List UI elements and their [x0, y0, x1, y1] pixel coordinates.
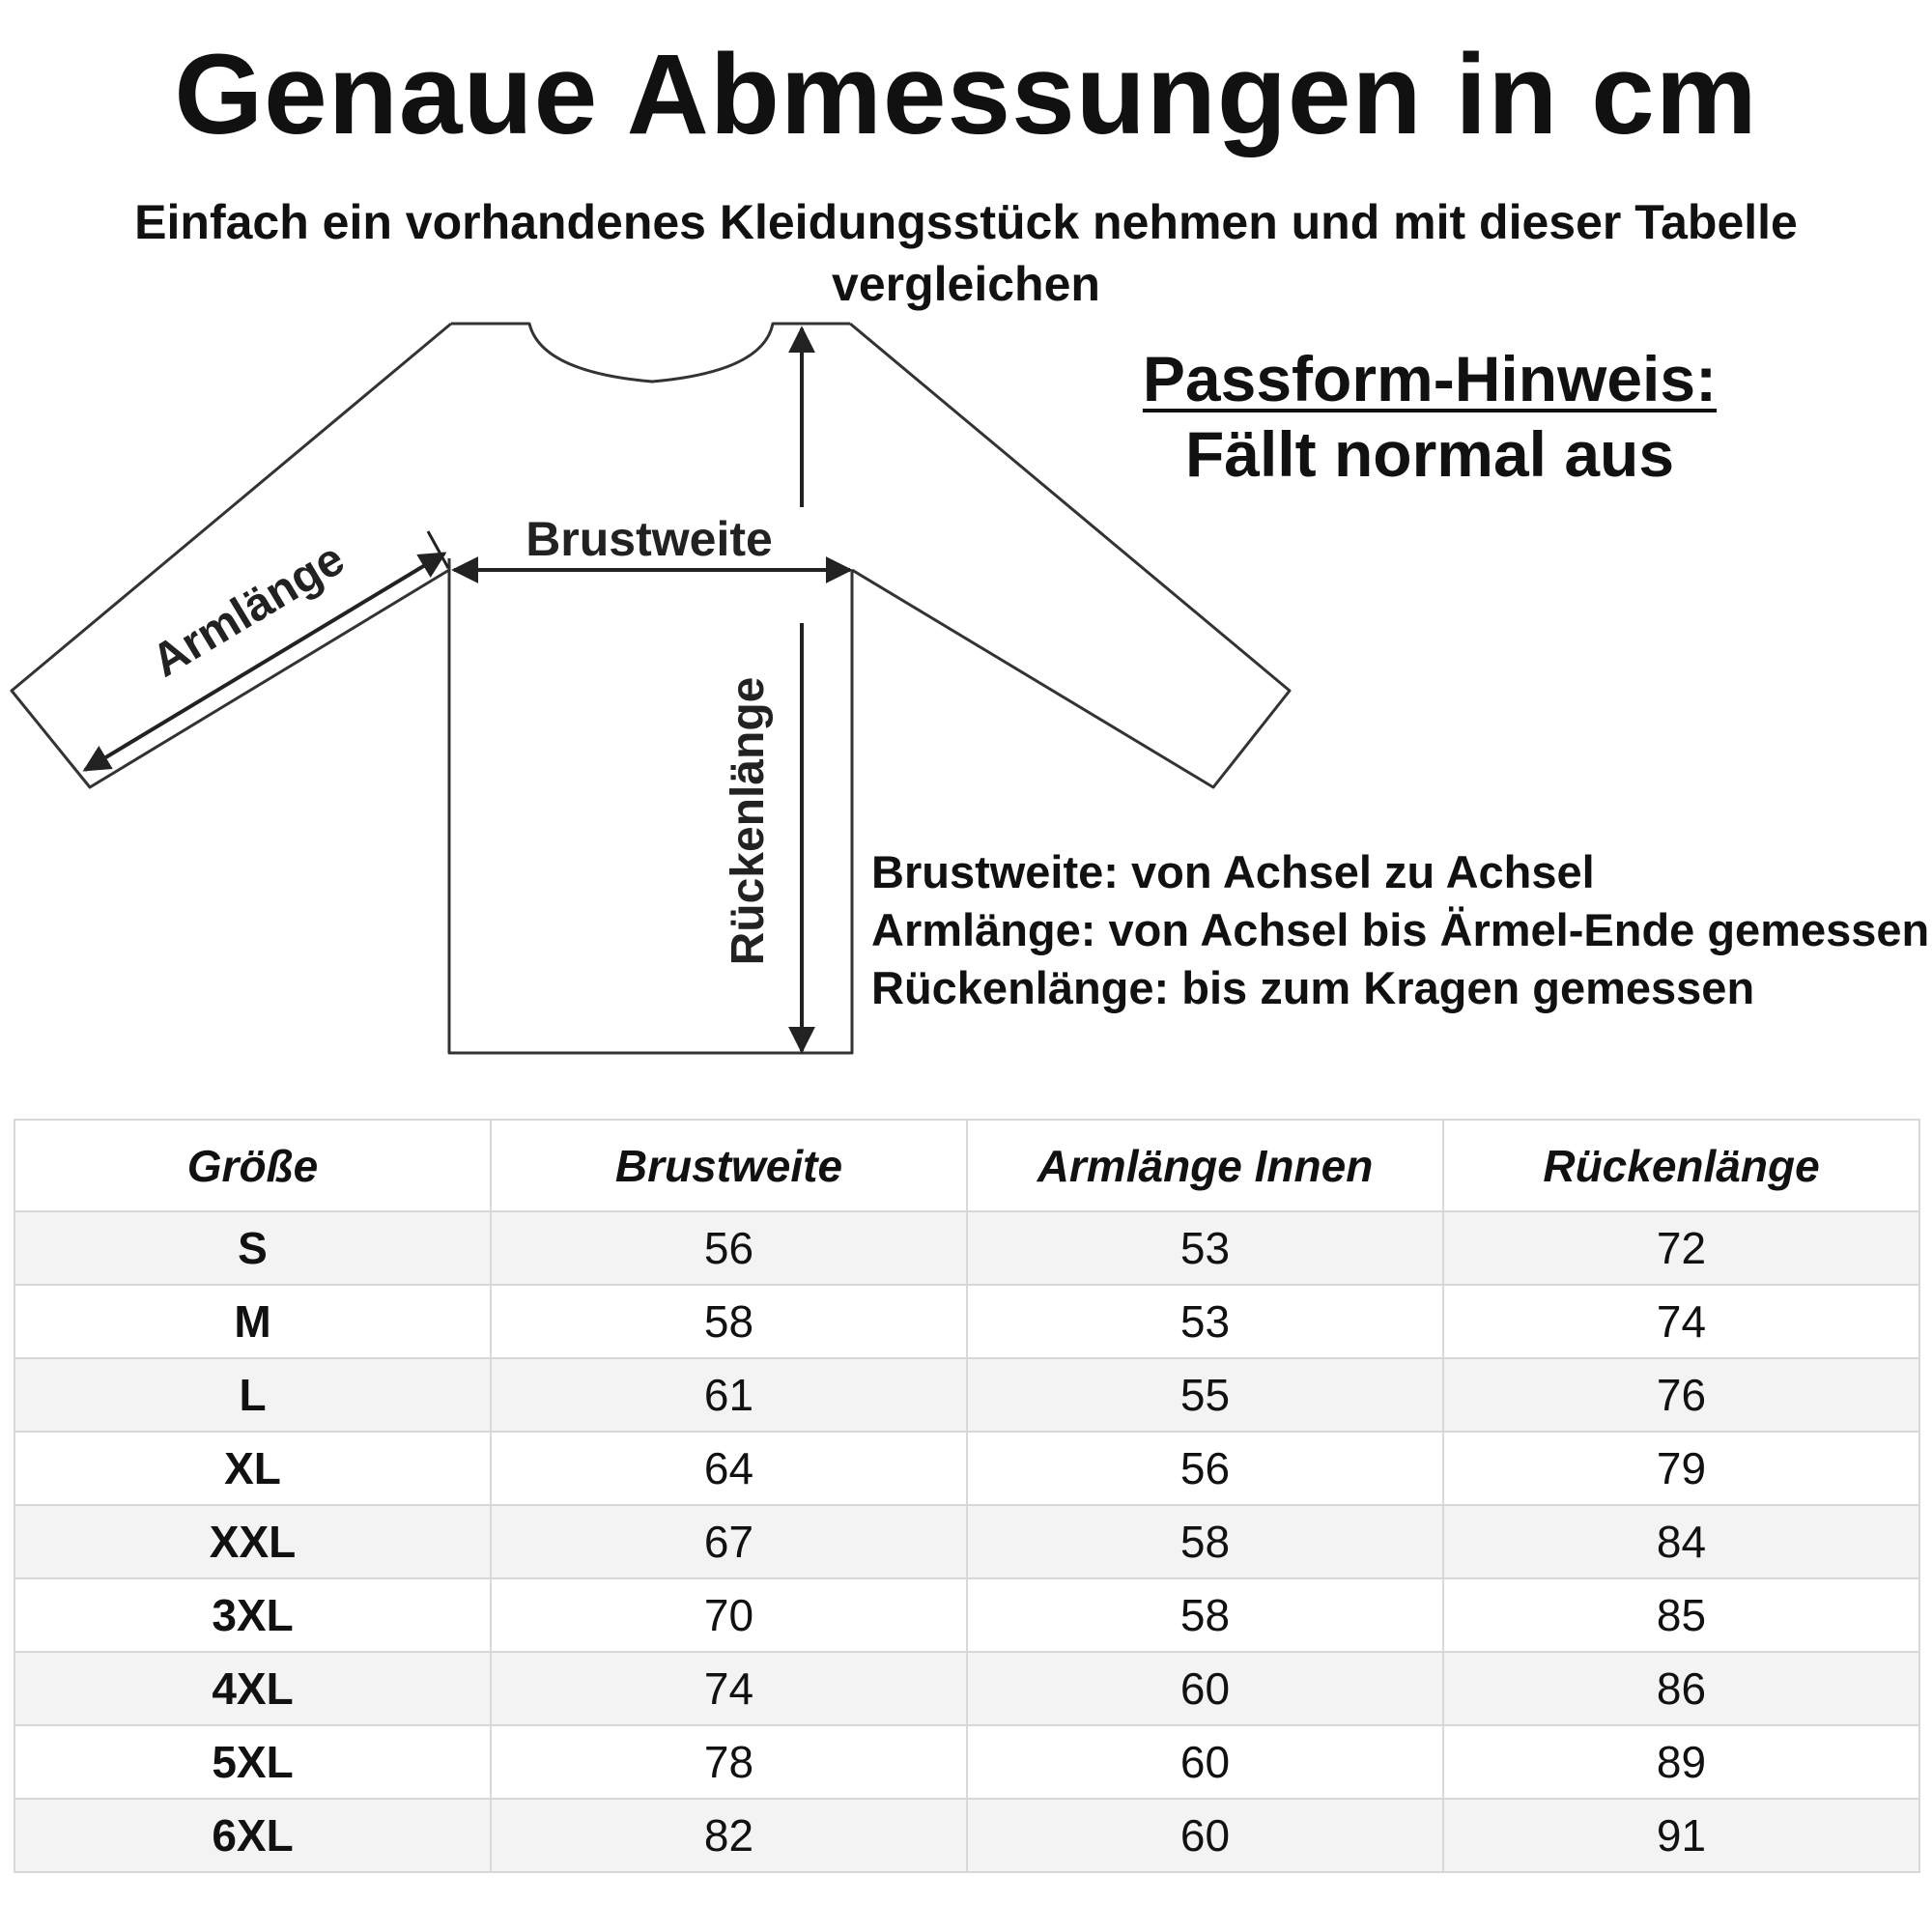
- back-cell: 74: [1443, 1285, 1919, 1358]
- back-length-label: Rückenlänge: [723, 676, 774, 966]
- table-row: [14, 1285, 1919, 1358]
- chest-cell: 70: [491, 1578, 967, 1652]
- header-chest: Brustweite: [491, 1120, 967, 1211]
- back-cell: 84: [1443, 1505, 1919, 1578]
- size-cell: M: [14, 1285, 491, 1358]
- chest-cell: 64: [491, 1432, 967, 1505]
- size-cell: L: [14, 1358, 491, 1432]
- arm-cell: 53: [967, 1211, 1443, 1285]
- header-size: Größe: [14, 1120, 491, 1211]
- arm-cell: 60: [967, 1652, 1443, 1725]
- back-cell: 79: [1443, 1432, 1919, 1505]
- arm-cell: 53: [967, 1285, 1443, 1358]
- size-cell: S: [14, 1211, 491, 1285]
- chest-cell: 74: [491, 1652, 967, 1725]
- back-cell: 85: [1443, 1578, 1919, 1652]
- note-back: Rückenlänge: bis zum Kragen gemessen: [871, 962, 1755, 1013]
- table-row: [14, 1799, 1919, 1872]
- chest-cell: 67: [491, 1505, 967, 1578]
- page-subtitle: Einfach ein vorhandenes Kleidungsstück nehmen und mit dieser Tabelle vergleichen: [134, 195, 1798, 311]
- fit-note-heading: Passform-Hinweis:: [1142, 343, 1718, 414]
- table-row: [14, 1652, 1919, 1725]
- table-row: [14, 1211, 1919, 1285]
- fit-note-value: Fällt normal aus: [1184, 418, 1675, 490]
- arm-cell: 58: [967, 1578, 1443, 1652]
- note-arm: Armlänge: von Achsel bis Ärmel-Ende gemessen: [871, 904, 1930, 955]
- back-cell: 76: [1443, 1358, 1919, 1432]
- header-arm: Armlänge Innen: [967, 1120, 1443, 1211]
- arm-cell: 60: [967, 1725, 1443, 1799]
- arm-cell: 60: [967, 1799, 1443, 1872]
- chest-cell: 61: [491, 1358, 967, 1432]
- chest-cell: 56: [491, 1211, 967, 1285]
- chest-cell: 78: [491, 1725, 967, 1799]
- chest-cell: 58: [491, 1285, 967, 1358]
- table-row: [14, 1432, 1919, 1505]
- size-cell: 6XL: [14, 1799, 491, 1872]
- back-cell: 72: [1443, 1211, 1919, 1285]
- back-cell: 86: [1443, 1652, 1919, 1725]
- arm-cell: 56: [967, 1432, 1443, 1505]
- arm-cell: 58: [967, 1505, 1443, 1578]
- note-chest: Brustweite: von Achsel zu Achsel: [871, 846, 1595, 897]
- arm-label: Armlänge: [143, 532, 354, 688]
- table-row: [14, 1725, 1919, 1799]
- size-table: [14, 1119, 1920, 1873]
- arm-cell: 55: [967, 1358, 1443, 1432]
- header-back: Rückenlänge: [1443, 1120, 1919, 1211]
- back-cell: 91: [1443, 1799, 1919, 1872]
- chest-cell: 82: [491, 1799, 967, 1872]
- measurement-notes: [871, 843, 1930, 1017]
- chest-label: Brustweite: [526, 512, 773, 566]
- size-cell: XXL: [14, 1505, 491, 1578]
- size-cell: 4XL: [14, 1652, 491, 1725]
- table-header-row: [14, 1120, 1919, 1211]
- size-cell: XL: [14, 1432, 491, 1505]
- page-title: Genaue Abmessungen in cm: [174, 31, 1758, 158]
- table-row: [14, 1505, 1919, 1578]
- table-row: [14, 1358, 1919, 1432]
- size-cell: 3XL: [14, 1578, 491, 1652]
- size-cell: 5XL: [14, 1725, 491, 1799]
- back-cell: 89: [1443, 1725, 1919, 1799]
- table-row: [14, 1578, 1919, 1652]
